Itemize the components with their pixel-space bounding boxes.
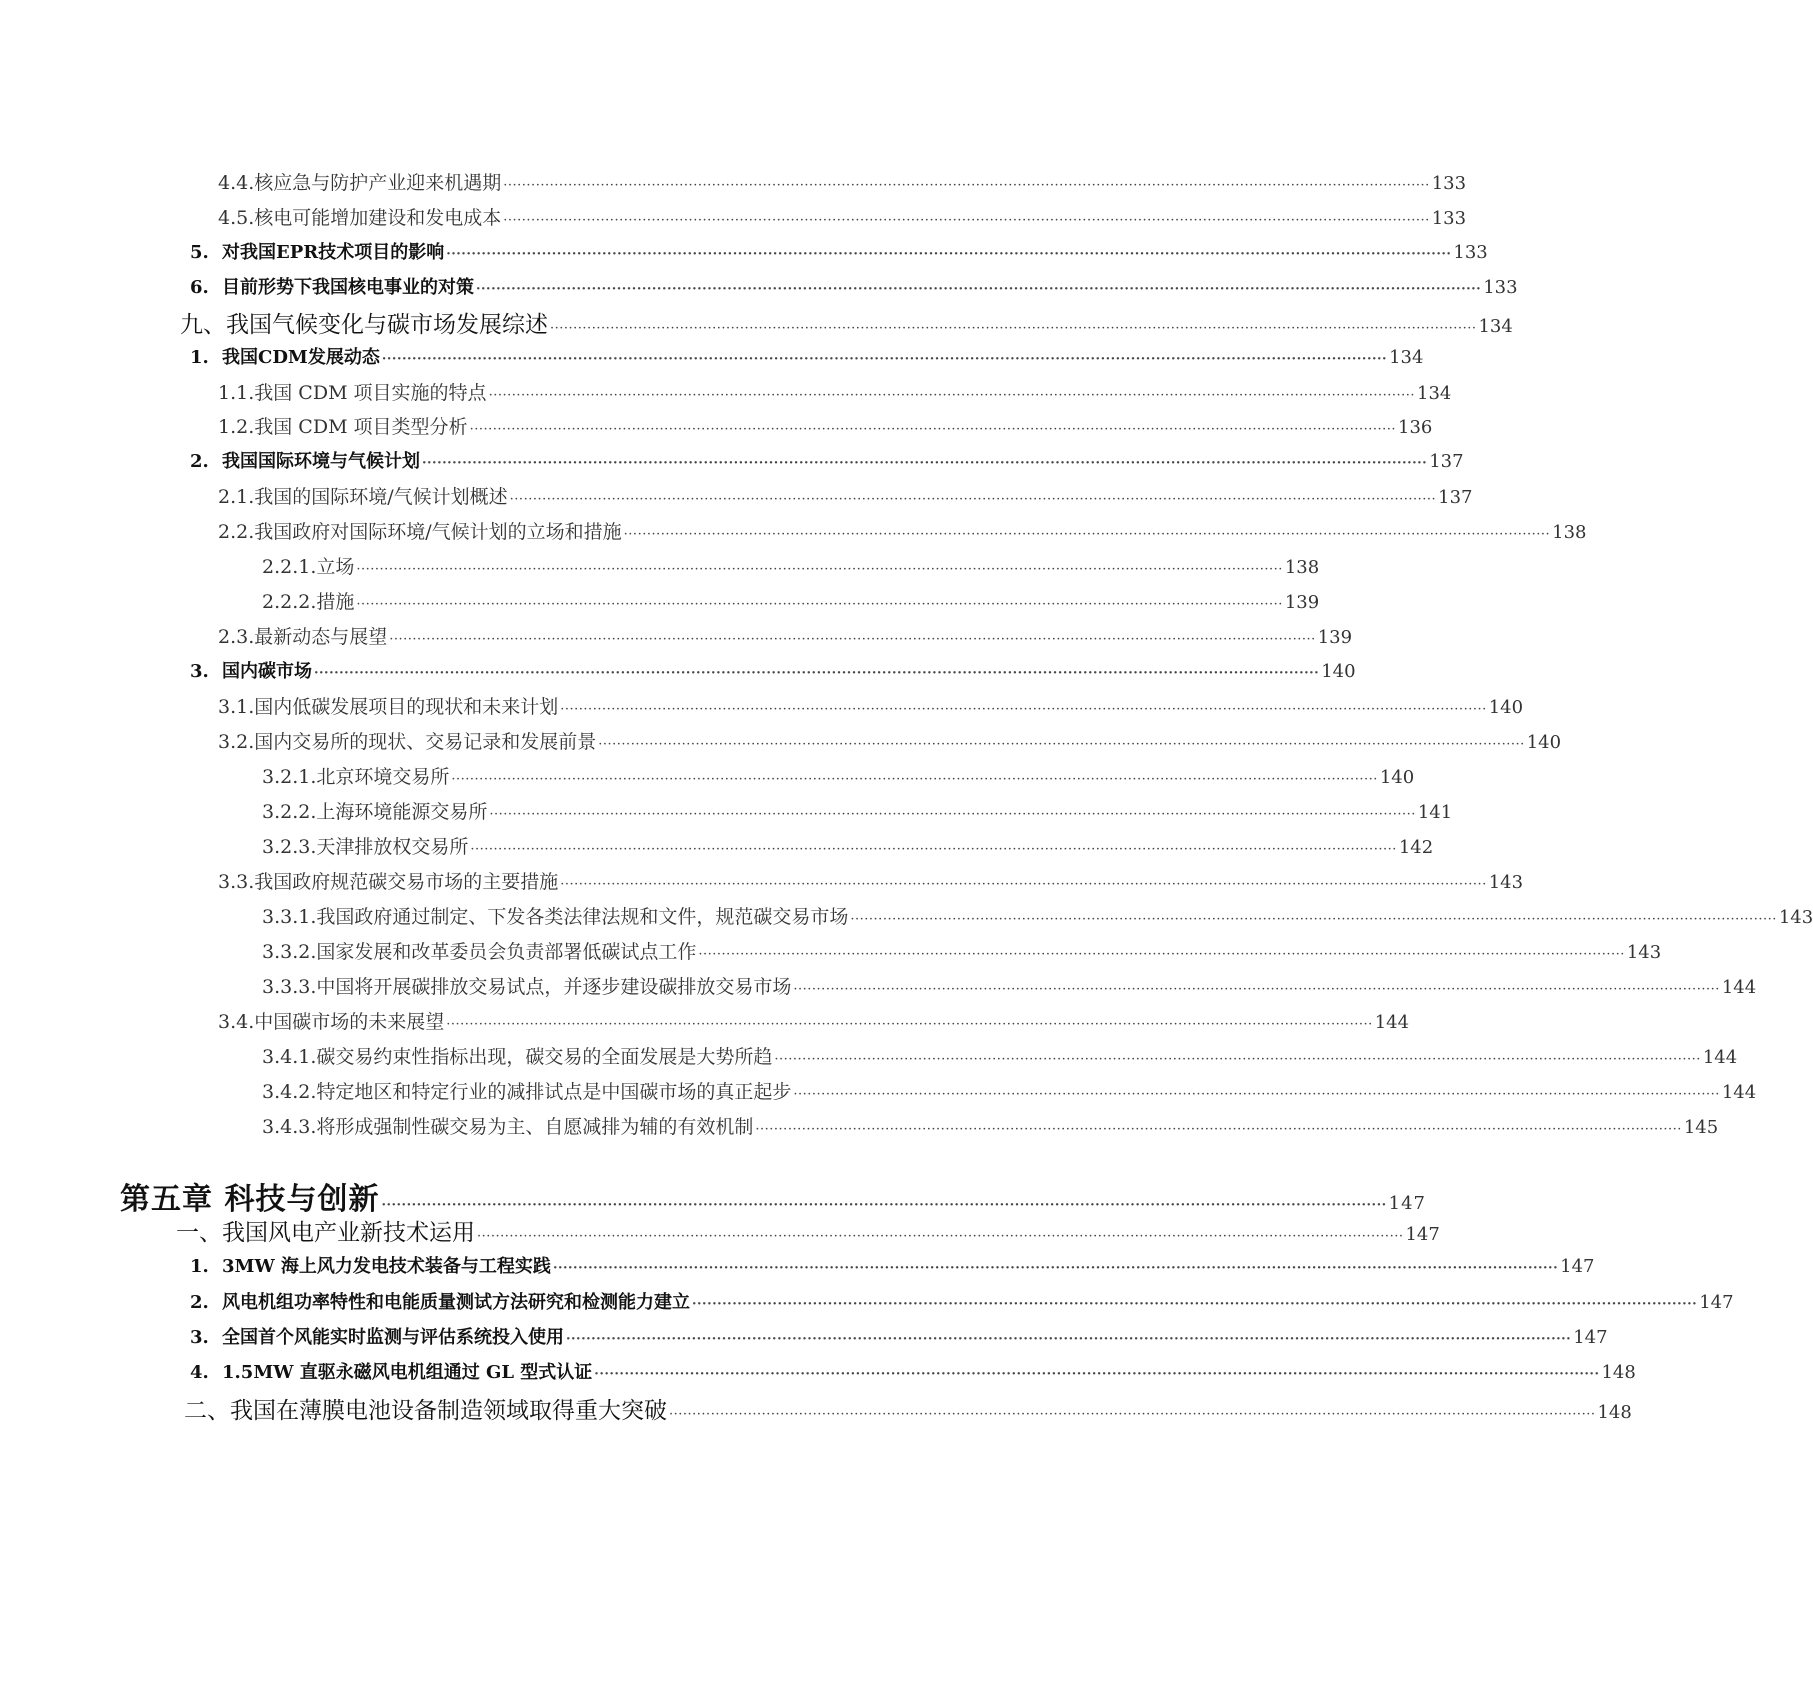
toc-entry-title xyxy=(190,238,444,264)
toc-entry[interactable] xyxy=(190,343,1424,373)
toc-entry-label: 3.4.2.特定地区和特定行业的减排试点是中国碳市场的真正起步 xyxy=(262,1081,792,1103)
toc-page-number: 136 xyxy=(1398,417,1433,438)
toc-entry-title xyxy=(190,657,312,683)
toc-entry-title xyxy=(218,517,622,544)
toc-entry[interactable] xyxy=(190,1323,1608,1353)
toc-entry[interactable] xyxy=(262,1112,1719,1142)
toc-entry[interactable] xyxy=(218,168,1467,198)
toc-page-number: 147 xyxy=(1405,1224,1440,1245)
toc-leader-dots: ········································································································································································································ xyxy=(566,1332,1572,1347)
toc-page-number: 133 xyxy=(1453,242,1488,263)
toc-page-number: 147 xyxy=(1388,1193,1426,1214)
toc-entry-number: 3. xyxy=(190,661,209,682)
toc-leader-dots: ········································································································································································································ xyxy=(698,947,1625,962)
toc-entry-label: 1.2.我国 CDM 项目类型分析 xyxy=(218,416,468,438)
toc-entry-title xyxy=(262,1077,791,1104)
toc-leader-dots: ········································································································································································································ xyxy=(469,422,1397,437)
toc-entry[interactable] xyxy=(262,762,1415,792)
toc-entry-label: 3.3.3.中国将开展碳排放交易试点，并逐步建设碳排放交易市场 xyxy=(262,976,792,998)
toc-entry[interactable] xyxy=(218,727,1562,757)
toc-entry[interactable] xyxy=(190,447,1464,477)
toc-entry[interactable] xyxy=(176,1214,1440,1246)
toc-entry[interactable] xyxy=(262,587,1320,617)
toc-entry-label: 3MW 海上风力发电技术装备与工程实践 xyxy=(222,1256,551,1277)
toc-entry-label: 2.2.1.立场 xyxy=(262,556,355,578)
toc-page-number: 137 xyxy=(1438,487,1473,508)
toc-leader-dots: ········································································································································································································ xyxy=(389,632,1316,647)
toc-leader-dots: ········································································································································································································ xyxy=(381,352,1388,367)
toc-leader-dots: ········································································································································································································ xyxy=(550,321,1477,336)
toc-page-number: 147 xyxy=(1699,1292,1734,1313)
toc-leader-dots: ········································································································································································································ xyxy=(552,1261,1559,1276)
toc-entry-number: 1. xyxy=(190,347,209,368)
toc-leader-dots: ········································································································································································································ xyxy=(477,1229,1404,1244)
toc-entry[interactable] xyxy=(218,517,1587,547)
toc-entry-title xyxy=(176,1214,475,1247)
toc-entry-label: 4.4.核应急与防护产业迎来机遇期 xyxy=(218,172,502,194)
toc-page-number: 140 xyxy=(1321,661,1356,682)
toc-page-number: 134 xyxy=(1478,316,1513,337)
toc-entry-label: 4.5.核电可能增加建设和发电成本 xyxy=(218,207,502,229)
toc-leader-dots: ········································································································································································································ xyxy=(669,1407,1596,1422)
toc-entry-number: 4. xyxy=(190,1362,209,1383)
toc-leader-dots: ········································································································································································································ xyxy=(560,702,1487,717)
toc-leader-dots: ········································································································································································································ xyxy=(594,1367,1600,1382)
toc-entry-title xyxy=(262,902,848,929)
toc-entry-label: 我国国际环境与气候计划 xyxy=(222,451,420,472)
toc-entry-label: 2.1.我国的国际环境/气候计划概述 xyxy=(218,486,508,508)
toc-page-number: 138 xyxy=(1284,557,1320,578)
toc-entry-title xyxy=(190,273,474,299)
toc-entry-title xyxy=(218,692,558,719)
toc-leader-dots: ········································································································································································································ xyxy=(793,1087,1720,1102)
toc-entry[interactable] xyxy=(262,832,1434,862)
toc-page-number: 143 xyxy=(1488,872,1524,893)
toc-entry-title xyxy=(218,727,596,754)
toc-entry-title xyxy=(218,482,508,509)
toc-entry-label: 1.5MW 直驱永磁风电机组通过 GL 型式认证 xyxy=(222,1362,593,1383)
toc-leader-dots: ········································································································································································································ xyxy=(356,597,1283,612)
toc-entry-label: 3.4.1.碳交易约束性指标出现，碳交易的全面发展是大势所趋 xyxy=(262,1046,773,1068)
toc-entry-label: 国内碳市场 xyxy=(222,661,312,682)
toc-leader-dots: ········································································································································································································ xyxy=(560,877,1487,892)
toc-entry-label: 2.3.最新动态与展望 xyxy=(218,626,388,648)
toc-entry-title xyxy=(262,832,468,859)
toc-entry-label: 1.1.我国 CDM 项目实施的特点 xyxy=(218,382,487,404)
toc-page-number: 141 xyxy=(1417,802,1453,823)
toc-leader-dots: ········································································································································································································ xyxy=(446,1017,1373,1032)
toc-page-number: 148 xyxy=(1601,1362,1636,1383)
toc-entry-title xyxy=(218,203,501,230)
toc-entry[interactable] xyxy=(218,412,1433,442)
toc-entry-label: 目前形势下我国核电事业的对策 xyxy=(222,277,474,298)
toc-page-number: 140 xyxy=(1379,767,1415,788)
toc-entry-title xyxy=(218,1007,444,1034)
toc-entry-title xyxy=(190,1288,690,1314)
toc-page-number: 142 xyxy=(1398,837,1434,858)
toc-entry-label: 第五章 科技与创新 xyxy=(120,1182,380,1217)
toc-entry-label: 2.2.我国政府对国际环境/气候计划的立场和措施 xyxy=(218,521,622,543)
toc-entry-title xyxy=(190,1252,551,1278)
toc-entry-label: 2.2.2.措施 xyxy=(262,591,355,613)
toc-entry-label: 对我国EPR技术项目的影响 xyxy=(222,242,445,263)
toc-page-number: 133 xyxy=(1431,173,1467,194)
toc-entry[interactable] xyxy=(190,1358,1636,1388)
toc-entry-title xyxy=(190,343,380,369)
toc-page-number: 133 xyxy=(1483,277,1518,298)
toc-page-number: 139 xyxy=(1317,627,1353,648)
toc-leader-dots: ········································································································································································································ xyxy=(381,1198,1387,1213)
toc-entry-number: 3. xyxy=(190,1327,209,1348)
toc-entry-label: 3.2.3.天津排放权交易所 xyxy=(262,836,469,858)
toc-leader-dots: ········································································································································································································ xyxy=(470,842,1397,857)
toc-page-number: 144 xyxy=(1721,977,1757,998)
toc-leader-dots: ········································································································································································································ xyxy=(356,562,1283,577)
toc-entry-label: 3.1.国内低碳发展项目的现状和未来计划 xyxy=(218,696,559,718)
toc-entry-title xyxy=(218,622,387,649)
toc-leader-dots: ········································································································································································································ xyxy=(451,772,1378,787)
toc-entry[interactable] xyxy=(190,273,1518,303)
toc-entry-label: 我国CDM发展动态 xyxy=(222,347,380,368)
toc-entry[interactable] xyxy=(190,238,1488,268)
toc-entry-title xyxy=(262,762,449,789)
toc-entry[interactable] xyxy=(262,552,1320,582)
toc-entry[interactable] xyxy=(218,1007,1410,1037)
toc-leader-dots: ········································································································································································································ xyxy=(476,282,1482,297)
toc-entry[interactable] xyxy=(190,1288,1734,1318)
toc-entry-title xyxy=(262,1042,772,1069)
toc-page-number: 138 xyxy=(1552,522,1587,543)
toc-leader-dots: ········································································································································································································ xyxy=(692,1297,1698,1312)
toc-entry-label: 3.2.2.上海环境能源交易所 xyxy=(262,801,488,823)
toc-entry[interactable] xyxy=(262,937,1662,967)
toc-entry-number: 2. xyxy=(190,451,209,472)
toc-entry-label: 3.4.3.将形成强制性碳交易为主、自愿减排为辅的有效机制 xyxy=(262,1116,754,1138)
toc-page-number: 147 xyxy=(1573,1327,1608,1348)
toc-entry[interactable] xyxy=(218,692,1524,722)
toc-entry[interactable] xyxy=(262,1042,1738,1072)
toc-leader-dots: ········································································································································································································ xyxy=(623,527,1551,542)
toc-entry[interactable] xyxy=(262,797,1453,827)
toc-entry-title xyxy=(190,1323,564,1349)
toc-page-number: 139 xyxy=(1284,592,1320,613)
toc-entry-label: 3.2.1.北京环境交易所 xyxy=(262,766,450,788)
toc-entry[interactable] xyxy=(262,1077,1757,1107)
toc-leader-dots: ········································································································································································································ xyxy=(314,666,1320,681)
toc-page-number: 134 xyxy=(1389,347,1424,368)
toc-entry-label: 3.3.2.国家发展和改革委员会负责部署低碳试点工作 xyxy=(262,941,697,963)
toc-entry-title xyxy=(262,797,487,824)
toc-entry-label: 风电机组功率特性和电能质量测试方法研究和检测能力建立 xyxy=(222,1292,690,1313)
toc-leader-dots: ········································································································································································································ xyxy=(850,912,1777,927)
toc-entry[interactable] xyxy=(218,622,1353,652)
toc-entry[interactable] xyxy=(218,203,1467,233)
toc-entry-label: 3.2.国内交易所的现状、交易记录和发展前景 xyxy=(218,731,597,753)
toc-leader-dots: ········································································································································································································ xyxy=(488,388,1416,403)
toc-leader-dots: ········································································································································································································ xyxy=(598,737,1525,752)
toc-entry-title xyxy=(262,1112,753,1139)
toc-entry[interactable] xyxy=(180,306,1513,338)
toc-entry-title xyxy=(190,1358,592,1384)
toc-entry-title xyxy=(262,552,354,579)
toc-page-number: 147 xyxy=(1560,1256,1595,1277)
toc-entry-title xyxy=(218,412,468,439)
toc-page-number: 134 xyxy=(1417,383,1452,404)
toc-entry[interactable] xyxy=(120,1174,1426,1218)
toc-leader-dots: ········································································································································································································ xyxy=(793,982,1720,997)
toc-entry-label: 3.3.我国政府规范碳交易市场的主要措施 xyxy=(218,871,559,893)
toc-leader-dots: ········································································································································································································ xyxy=(503,213,1430,228)
toc-entry-number: 6. xyxy=(190,277,209,298)
toc-page-number: 144 xyxy=(1721,1082,1757,1103)
toc-leader-dots: ········································································································································································································ xyxy=(755,1122,1682,1137)
toc-page-number: 137 xyxy=(1429,451,1464,472)
toc-entry-number: 2. xyxy=(190,1292,209,1313)
toc-leader-dots: ········································································································································································································ xyxy=(422,456,1428,471)
toc-leader-dots: ········································································································································································································ xyxy=(503,178,1430,193)
toc-entry-label: 一、我国风电产业新技术运用 xyxy=(176,1220,475,1246)
toc-entry-number: 5. xyxy=(190,242,209,263)
toc-entry-title xyxy=(184,1392,667,1425)
toc-entry-title xyxy=(180,306,548,339)
toc-entry-title xyxy=(218,378,487,405)
toc-page-number: 143 xyxy=(1778,907,1813,928)
toc-entry[interactable] xyxy=(218,378,1452,408)
toc-entry-title xyxy=(120,1174,379,1218)
toc-entry[interactable] xyxy=(190,657,1356,687)
toc-page-number: 143 xyxy=(1626,942,1662,963)
toc-entry[interactable] xyxy=(218,867,1524,897)
toc-leader-dots: ········································································································································································································ xyxy=(774,1052,1701,1067)
toc-page-number: 140 xyxy=(1488,697,1524,718)
toc-entry-label: 3.3.1.我国政府通过制定、下发各类法律法规和文件，规范碳交易市场 xyxy=(262,906,849,928)
toc-page-number: 144 xyxy=(1702,1047,1738,1068)
toc-entry-title xyxy=(262,937,696,964)
toc-leader-dots: ········································································································································································································ xyxy=(509,492,1437,507)
toc-entry[interactable] xyxy=(190,1252,1595,1282)
toc-entry-title xyxy=(262,972,791,999)
toc-entry-title xyxy=(218,867,558,894)
toc-page-number: 148 xyxy=(1597,1402,1632,1423)
toc-page-number: 133 xyxy=(1431,208,1467,229)
toc-page-number: 144 xyxy=(1374,1012,1410,1033)
toc-entry-label: 全国首个风能实时监测与评估系统投入使用 xyxy=(222,1327,564,1348)
toc-entry-title xyxy=(190,447,420,473)
toc-entry-label: 3.4.中国碳市场的未来展望 xyxy=(218,1011,445,1033)
toc-entry-title xyxy=(262,587,354,614)
toc-entry[interactable] xyxy=(262,902,1813,932)
toc-entry-label: 九、我国气候变化与碳市场发展综述 xyxy=(180,312,548,338)
toc-entry[interactable] xyxy=(218,482,1473,512)
toc-leader-dots: ········································································································································································································ xyxy=(489,807,1416,822)
toc-page-number: 140 xyxy=(1526,732,1562,753)
toc-entry-label: 二、我国在薄膜电池设备制造领域取得重大突破 xyxy=(184,1398,667,1424)
toc-leader-dots: ········································································································································································································ xyxy=(446,247,1452,262)
toc-entry[interactable] xyxy=(184,1392,1632,1424)
toc-entry[interactable] xyxy=(262,972,1757,1002)
toc-entry-title xyxy=(218,168,501,195)
toc-entry-number: 1. xyxy=(190,1256,209,1277)
toc-page-number: 145 xyxy=(1683,1117,1719,1138)
